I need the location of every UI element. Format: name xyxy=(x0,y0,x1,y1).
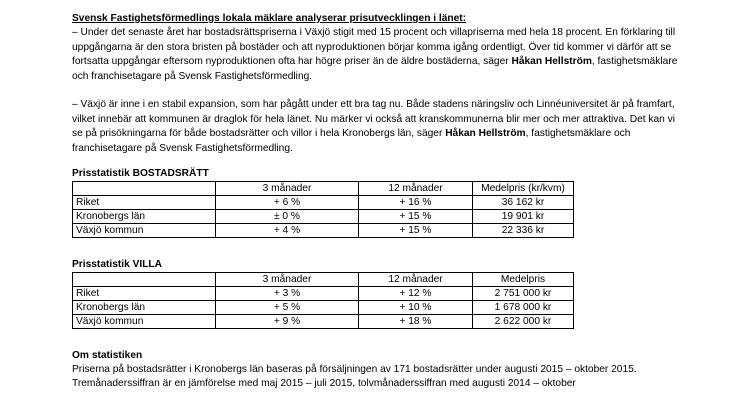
stats-section-title: Om statistiken xyxy=(72,350,143,362)
header-cell xyxy=(73,273,216,287)
table-row xyxy=(73,287,574,301)
table-row xyxy=(73,196,574,210)
bostadsratt-price-table xyxy=(72,181,574,238)
quote-paragraph-1 xyxy=(72,26,682,84)
value-cell: + 15 % xyxy=(359,210,473,224)
header-cell: 12 månader xyxy=(359,182,473,196)
villa-table-title: Prisstatistik VILLA xyxy=(72,259,163,271)
quote-paragraph-2 xyxy=(72,98,682,156)
header-cell: Medelpris (kr/kvm) xyxy=(473,182,574,196)
value-cell: + 6 % xyxy=(216,196,359,210)
header-cell: Medelpris xyxy=(473,273,574,287)
header-cell: 12 månader xyxy=(359,273,473,287)
table-row xyxy=(73,210,574,224)
value-cell: + 5 % xyxy=(216,301,359,315)
value-cell: + 15 % xyxy=(359,224,473,238)
bostadsratt-table-title: Prisstatistik BOSTADSRÄTT xyxy=(72,168,209,180)
quote-2-text: – Växjö är inne i en stabil expansion, som har pågått under ett bra tag nu. Både stadens näringsliv och Linnéuniversitet är på framfart, vilket innebär att kommunen är draglok för hela länet. Nu märker vi också att kranskommunerna blir mer och mer attraktiva. Det kan vi se på prisökningarna för både bostadsrätter och villor i hela Kronobergs län, säger xyxy=(72,99,676,140)
stats-paragraph: Priserna på bostadsrätter i Kronobergs län baseras på försäljningen av 171 bostadsrätter under augusti 2015 – oktober 2015. Tremånaderssiffran är en jämförelse med maj 2015 – juli 2015, tolvmånaderssiffran med augusti 2014 – oktober xyxy=(72,364,637,390)
value-cell: + 18 % xyxy=(359,315,473,329)
region-cell: Riket xyxy=(73,287,216,301)
value-cell: + 3 % xyxy=(216,287,359,301)
header-cell xyxy=(73,182,216,196)
quote-1-suffix: , fastighetsmäklare och franchisetagare på Svensk Fastighetsförmedling. xyxy=(72,56,678,82)
value-cell: 19 901 kr xyxy=(473,210,574,224)
villa-price-table xyxy=(72,272,574,329)
value-cell: + 9 % xyxy=(216,315,359,329)
region-cell: Kronobergs län xyxy=(73,210,216,224)
value-cell: + 12 % xyxy=(359,287,473,301)
table-row xyxy=(73,301,574,315)
value-cell: 2 622 000 kr xyxy=(473,315,574,329)
table-row xyxy=(73,315,574,329)
document-heading: Svensk Fastighetsförmedlings lokala mäklare analyserar prisutvecklingen i länet: xyxy=(72,13,467,24)
table-row xyxy=(73,224,574,238)
value-cell: + 16 % xyxy=(359,196,473,210)
value-cell: + 10 % xyxy=(359,301,473,315)
region-cell: Växjö kommun xyxy=(73,224,216,238)
value-cell: 22 336 kr xyxy=(473,224,574,238)
quote-1-speaker: Håkan Hellström xyxy=(511,56,592,68)
quote-2-suffix: , fastighetsmäklare och franchisetagare på Svensk Fastighetsförmedling. xyxy=(72,128,631,154)
value-cell: 2 751 000 kr xyxy=(473,287,574,301)
header-cell: 3 månader xyxy=(216,273,359,287)
press-release-document xyxy=(72,12,682,392)
region-cell: Riket xyxy=(73,196,216,210)
quote-2-speaker: Håkan Hellström xyxy=(445,128,526,140)
value-cell: 1 678 000 kr xyxy=(473,301,574,315)
value-cell: + 4 % xyxy=(216,224,359,238)
value-cell: 36 162 kr xyxy=(473,196,574,210)
region-cell: Växjö kommun xyxy=(73,315,216,329)
region-cell: Kronobergs län xyxy=(73,301,216,315)
table-header-row xyxy=(73,273,574,287)
header-cell: 3 månader xyxy=(216,182,359,196)
table-header-row xyxy=(73,182,574,196)
quote-1-text: – Under det senaste året har bostadsrättspriserna i Växjö stigit med 15 procent och villapriserna med hela 18 procent. En förklaring till uppgångarna är den stora bristen på bostäder och att nyproduktionen börjar komma igång ordentligt. Över tid kommer vi därför att se fortsatta uppgångar eftersom nyproduktionen ofta har högre priser än de äldre bostäderna, säger xyxy=(72,27,676,68)
value-cell: ± 0 % xyxy=(216,210,359,224)
